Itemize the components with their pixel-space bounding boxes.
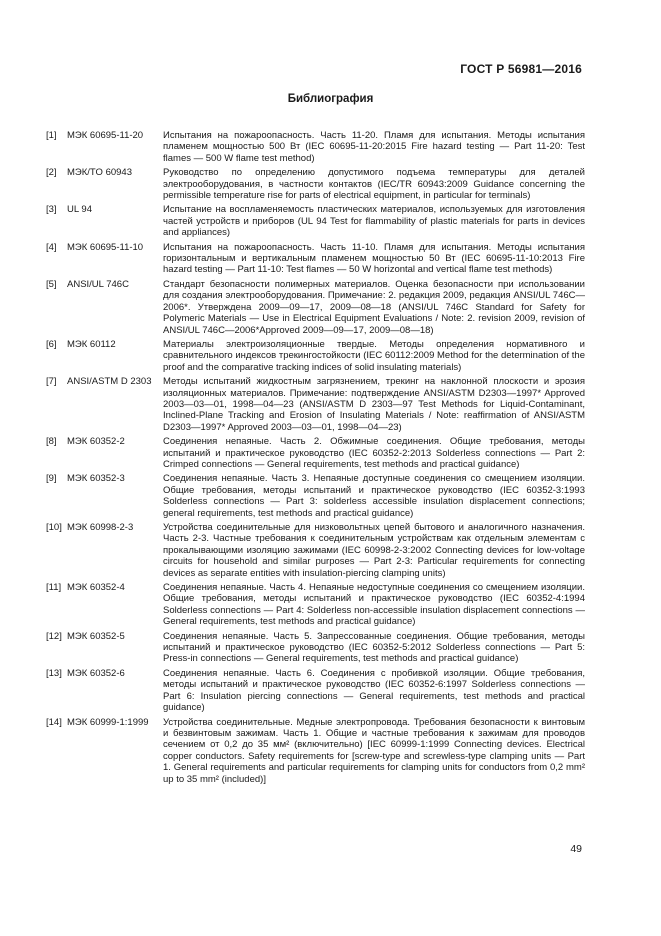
bibliography-entry (46, 436, 585, 470)
entry-text: Испытание на воспламеняемость пластических материалов, используемых для изготовления частей устройств и приборов (UL 94 Test for flammability of plastic materials for parts in devices and appliances) (163, 204, 585, 239)
bibliography-entry (46, 167, 585, 201)
entry-code: МЭК 60352-6 (67, 667, 125, 679)
bibliography-entry (46, 204, 585, 238)
entry-number: [9] (46, 473, 57, 485)
entry-code: МЭК 60695-11-20 (67, 130, 144, 141)
entry-code: МЭК 60999-1:1999 (67, 716, 149, 728)
entry-text: Устройства соединительные для низковольтных цепей бытового и аналогичного назначения. Часть 2-3. Частные требования к соединительным устройствам как отдельным элементам с прокалывающими изоляцию зажимами (IEC 60998-2-3:2002 Connecting devices for low-voltage circuits for household and similar purposes — Part 2-3: Particular requirements for connecting devices as separate entities with insulation-piercing clamping units) (163, 522, 585, 579)
bibliography-entry (46, 582, 585, 628)
entry-number: [6] (46, 338, 57, 350)
entry-number: [3] (46, 204, 57, 216)
standard-code: ГОСТ Р 56981—2016 (460, 62, 582, 76)
entry-text: Соединения непаяные. Часть 5. Запрессованные соединения. Общие требования, методы испытаний и практическое руководство (IEC 60352-5:2012 Solderless connections — Part 5: Press-in connections — General requirements, test methods and practical guidance) (163, 630, 585, 665)
entry-text: Устройства соединительные. Медные электропровода. Требования безопасности к винтовым и безвинтовым зажимам. Часть 1. Общие и частные требования к зажимам для проводов сечением от 0,2 до 35 мм² (включительно) [IEC 60999-1:1999 Connecting devices. Electrical copper conductors. Safety requirements for [screw-type and screwless-type clamping units — Part 1. General requirements and particular requirements for clamping units for conductors from 0,2 mm² up to 35 mm² (included)] (163, 716, 585, 785)
entry-code: МЭК 60112 (67, 338, 116, 350)
page-title: Библиография (287, 93, 374, 105)
bibliography-entry (46, 717, 585, 785)
entry-number: [11] (46, 582, 62, 594)
bibliography-entry (46, 522, 585, 579)
entry-text: Соединения непаяные. Часть 3. Непаяные доступные соединения со смещением изоляции. Общие требования, методы испытаний и практическое руководство (IEC 60352-3:1993 Solderless connections — Part 3: solderless accessible insulation displacement connections; general requirements, test methods and practical guidance) (163, 473, 585, 519)
entry-number: [1] (46, 130, 57, 141)
bibliography-entry (46, 668, 585, 714)
entry-code: МЭК 60998-2-3 (67, 522, 134, 533)
entry-code: МЭК 60695-11-10 (67, 241, 144, 253)
bibliography-entry (46, 130, 585, 164)
entry-text: Соединения непаяные. Часть 2. Обжимные соединения. Общие требования, методы испытаний и практическое руководство (IEC 60352-2:2013 Solderless connections — Part 2: Crimped connections — General requirements, test methods and practical guidance) (163, 436, 585, 470)
entry-code: МЭК/TO 60943 (67, 167, 132, 179)
entry-number: [8] (46, 436, 57, 448)
entry-text: Испытания на пожароопасность. Часть 11-10. Пламя для испытания. Методы испытания горизонтальным и вертикальным пламенем мощностью 50 Вт (IEC 60695-11-10:2013 Fire hazard testing — Part 11-10: Test flames — 50 W horizontal and vertical flame test methods) (163, 241, 585, 276)
entry-text: Руководство по определению допустимого подъема температуры для деталей электрооборудования, в частности контактов (IEC/TR 60943:2009 Guidance concerning the permissible temperature rise for parts of electrical equipment, in particular for terminals) (163, 167, 585, 202)
entry-number: [14] (46, 716, 62, 728)
bibliography-entry (46, 242, 585, 276)
entry-number: [12] (46, 630, 62, 642)
page-number: 49 (570, 843, 582, 855)
entry-number: [13] (46, 667, 62, 679)
bibliography-entry (46, 339, 585, 373)
entry-number: [5] (46, 278, 57, 290)
entry-code: МЭК 60352-3 (67, 473, 125, 485)
entry-text: Испытания на пожароопасность. Часть 11-20. Пламя для испытания. Методы испытания пламенем мощностью 500 Вт (IEC 60695-11-20:2015 Fire hazard testing — Part 11-20: Test flames — 500 W flame test method) (163, 130, 585, 164)
entry-number: [4] (46, 241, 57, 253)
entry-text: Соединения непаяные. Часть 6. Соединения с пробивкой изоляции. Общие требования, методы испытаний и практическое руководство (IEC 60352-6:1997 Solderless connections — Part 6: Insulation piercing connections — General requirements, test methods and practical guidance) (163, 667, 585, 714)
entry-text: Материалы электроизоляционные твердые. Методы определения нормативного и сравнительного индексов трекингостойкости (IEC 60112:2009 Method for the determination of the proof and the comparative tracking indices of solid insulating materials) (163, 338, 585, 373)
entry-text: Соединения непаяные. Часть 4. Непаяные недоступные соединения со смещением изоляции. Общие требования, методы испытаний и практическое руководство (IEC 60352-4:1994 Solderless connections — Part 4: Solderless non-accessible insulation displacement connections — General requirements, test methods and practical guidance) (163, 582, 585, 628)
entry-text: Стандарт безопасности полимерных материалов. Оценка безопасности при использовании для создания электрооборудования. Примечание: 2. редакция 2009, редакция ANSI/UL 746C—2006*. Утверждена 2009—09—17, 2009—08—18 (ANSI/UL 746C Standard for Safety for Polymeric Materials — Use in Electrical Equipment Evaluations / Note: 2. revision 2009, revision of ANSI/UL 746C—2006*Approved 2009—09—17, 2009—08—18) (163, 278, 585, 336)
bibliography-entry (46, 631, 585, 665)
entry-code: UL 94 (67, 204, 92, 216)
entry-number: [7] (46, 376, 57, 388)
entry-number: [10] (46, 522, 62, 533)
bibliography-entry (46, 279, 585, 336)
entry-code: МЭК 60352-5 (67, 630, 125, 642)
entry-number: [2] (46, 167, 57, 179)
bibliography-list (46, 130, 585, 788)
entry-code: ANSI/UL 746C (67, 278, 129, 290)
entry-code: ANSI/ASTM D 2303 (67, 376, 152, 388)
bibliography-entry (46, 473, 585, 519)
entry-code: МЭК 60352-2 (67, 436, 125, 448)
entry-code: МЭК 60352-4 (67, 582, 125, 594)
bibliography-entry (46, 376, 585, 433)
entry-text: Методы испытаний жидкостным загрязнением, трекинг на наклонной плоскости и эрозия изоляционных материалов. Примечание: подтверждение ANSI/ASTM D2303—1997* Approved 2003—03—01, 1998—04—23 (ANSI/ASTM D 2303—97 Test Methods for Liquid-Contaminant, Inclined-Plane Tracking and Erosion of Insulating Materials / Note: reaffirmation of ANSI/ASTM D2303—1997* Approved 2003—03—01, 1998—04—23) (163, 376, 585, 433)
